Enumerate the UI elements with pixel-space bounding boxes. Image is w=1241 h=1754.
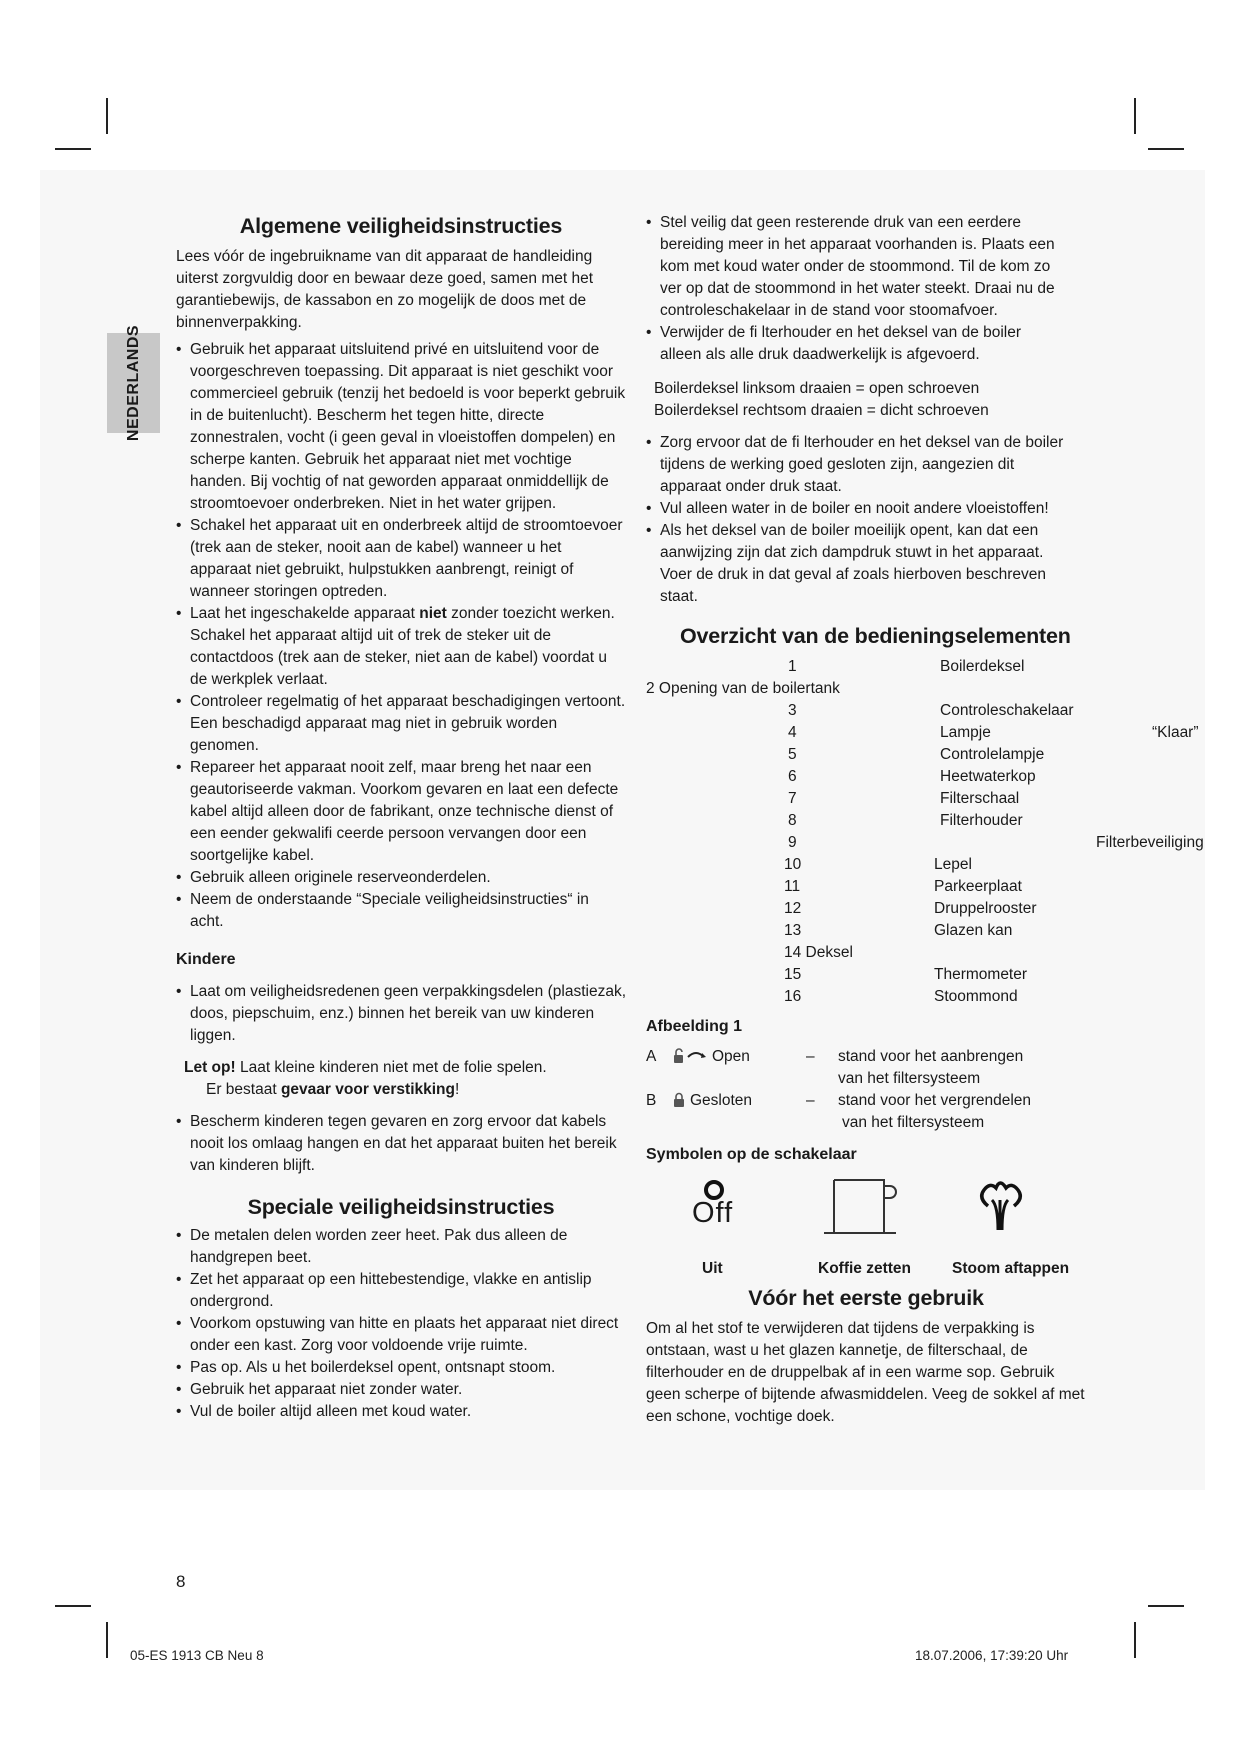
list-item: • Bescherm kinderen tegen gevaren en zorg ervoor dat kabels nooit los omlaag hangen en dat het apparaat buiten het bereik van kinderen blijft. xyxy=(176,1111,626,1177)
kids-list-2 xyxy=(176,1111,626,1177)
overview-label: Glazen kan xyxy=(934,922,1013,939)
overview-label: Stoommond xyxy=(934,988,1018,1005)
figure-dash: – xyxy=(806,1048,815,1065)
overview-label: Druppelrooster xyxy=(934,900,1037,917)
overview-number: 16 xyxy=(784,988,802,1005)
footer-left: 05-ES 1913 CB Neu 8 xyxy=(130,1648,264,1663)
overview-number: 4 xyxy=(788,724,797,741)
general-safety-list xyxy=(176,339,626,933)
overview-number: 14 Deksel xyxy=(784,944,853,961)
crop-mark xyxy=(1148,1605,1184,1607)
heading-overview: Overzicht van de bedieningselementen xyxy=(680,624,1071,648)
figure-dash: – xyxy=(806,1092,815,1109)
list-item: • Voorkom opstuwing van hitte en plaats het apparaat niet direct onder een kast. Zorg voor voldoende vrije ruimte. xyxy=(176,1313,626,1357)
steam-icon xyxy=(970,1178,1030,1245)
crop-mark xyxy=(1134,98,1136,134)
page-number: 8 xyxy=(176,1572,186,1591)
figure-desc-a2: van het filtersysteem xyxy=(838,1070,981,1087)
boiler-open-note: Boilerdeksel linksom draaien = open schroeven xyxy=(654,380,980,397)
crop-mark xyxy=(55,148,91,150)
list-item: • Vul de boiler altijd alleen met koud water. xyxy=(176,1401,626,1423)
list-item: • Pas op. Als u het boilerdeksel opent, ontsnapt stoom. xyxy=(176,1357,626,1379)
overview-row xyxy=(646,986,1206,1008)
overview-number: 2 Opening van de boilertank xyxy=(646,680,840,697)
language-label: NEDERLANDS xyxy=(124,324,142,442)
overview-number: 8 xyxy=(788,812,797,829)
language-side-tab xyxy=(107,324,160,442)
overview-row xyxy=(646,832,1206,854)
overview-label: Boilerdeksel xyxy=(940,658,1025,675)
heading-special-safety: Speciale veiligheidsinstructies xyxy=(247,1195,555,1219)
overview-row xyxy=(646,876,1206,898)
overview-number: 7 xyxy=(788,790,797,807)
overview-row xyxy=(646,744,1206,766)
overview-row xyxy=(646,920,1206,942)
list-item: • Verwijder de fi lterhouder en het deksel van de boiler alleen als alle druk daadwerkelijk is afgevoerd. xyxy=(646,322,1066,366)
pressure-list xyxy=(646,212,1066,366)
overview-number: 5 xyxy=(788,746,797,763)
left-column xyxy=(176,212,626,1423)
crop-mark xyxy=(55,1605,91,1607)
overview-label: Controleschakelaar xyxy=(940,702,1074,719)
overview-row xyxy=(646,942,1206,964)
warning-note: Let op! Laat kleine kinderen niet met de folie spelen. Er bestaat gevaar voor verstikking! xyxy=(184,1059,547,1098)
figure-desc-b2: van het filtersysteem xyxy=(842,1114,985,1131)
unlock-arrow-icon xyxy=(672,1048,710,1071)
overview-row xyxy=(646,678,1206,700)
list-item: • Gebruik alleen originele reserveonderdelen. xyxy=(176,867,626,889)
list-item: • Neem de onderstaande “Speciale veiligheidsinstructies“ in acht. xyxy=(176,889,626,933)
crop-mark xyxy=(1148,148,1184,150)
list-item: • Als het deksel van de boiler moeilijk opent, kan dat een aanwijzing zijn dat zich dampdruk stuwt in het apparaat. Voer de druk in dat geval af zoals hierboven beschreven staat. xyxy=(646,520,1066,608)
overview-label: Filterschaal xyxy=(940,790,1020,807)
figure-letter-b: B xyxy=(646,1092,657,1109)
overview-label: Lepel xyxy=(934,856,972,873)
overview-label: Filterhouder xyxy=(940,812,1023,829)
crop-mark xyxy=(106,98,108,134)
list-item: • Schakel het apparaat uit en onderbreek altijd de stroomtoevoer (trek aan de steker, nooit aan de kabel) wanneer u het apparaat niet gebruikt, hulpstukken aanbrengt, reinigt of wanneer storingen optreden. xyxy=(176,515,626,603)
list-item: • Laat om veiligheidsredenen geen verpakkingsdelen (plastiezak, doos, piepschuim, enz.) binnen het bereik van uw kinderen liggen. xyxy=(176,981,626,1047)
crop-mark xyxy=(106,1622,108,1658)
overview-row xyxy=(646,854,1206,876)
coffee-cup-icon xyxy=(822,1178,902,1245)
overview-number: 13 xyxy=(784,922,802,939)
list-item: • Gebruik het apparaat niet zonder water. xyxy=(176,1379,626,1401)
list-item: • Controleer regelmatig of het apparaat beschadigingen vertoont. Een beschadigd apparaat mag niet in gebruik worden genomen. xyxy=(176,691,626,757)
figure-heading: Afbeelding 1 xyxy=(646,1018,743,1035)
list-item: • De metalen delen worden zeer heet. Pak dus alleen de handgrepen beet. xyxy=(176,1225,626,1269)
overview-label: Parkeerplaat xyxy=(934,878,1022,895)
list-item: • Zet het apparaat op een hittebestendige, vlakke en antislip ondergrond. xyxy=(176,1269,626,1313)
symbol-label-off: Uit xyxy=(702,1260,723,1277)
figure-letter-a: A xyxy=(646,1048,657,1065)
overview-list xyxy=(646,656,1206,1008)
heading-first-use: Vóór het eerste gebruik xyxy=(748,1286,984,1310)
overview-number: 9 xyxy=(788,834,797,851)
overview-row xyxy=(646,766,1206,788)
overview-row xyxy=(646,656,1206,678)
overview-number: 6 xyxy=(788,768,797,785)
heading-kids: Kindere xyxy=(176,951,236,968)
overview-number: 10 xyxy=(784,856,802,873)
symbol-label-steam: Stoom aftappen xyxy=(952,1260,1070,1277)
symbols-row xyxy=(646,1178,1206,1278)
list-item: • Vul alleen water in de boiler en nooit andere vloeistoffen! xyxy=(646,498,1066,520)
overview-row xyxy=(646,964,1206,986)
off-symbol xyxy=(690,1178,740,1238)
figure-label-open: Open xyxy=(712,1048,750,1065)
lid-list xyxy=(646,432,1066,608)
kids-list-1 xyxy=(176,981,626,1047)
overview-label: Controlelampje xyxy=(940,746,1045,763)
overview-label: Heetwaterkop xyxy=(940,768,1036,785)
figure-desc-b1: stand voor het vergrendelen xyxy=(838,1092,1032,1109)
overview-row xyxy=(646,700,1206,722)
list-item: • Stel veilig dat geen resterende druk van een eerdere bereiding meer in het apparaat voorhanden is. Plaats een kom met koud water onder de stoommond. Til de kom zo ver op dat de stoommond in het water steekt. Draai nu de controleschakelaar in de stand voor stoomafvoer. xyxy=(646,212,1066,322)
list-item: • Gebruik het apparaat uitsluitend privé en uitsluitend voor de voorgeschreven toepassing. Dit apparaat is niet geschikt voor commercieel gebruik (tenzij het bedoeld is voor beperkt gebruik in de buitenlucht). Bescherm het tegen hitte, directe zonnestralen, vocht (i geen geval in vloeistoffen dompelen) en scherpe kanten. Gebruik het apparaat niet met vochtige handen. Bij vochtig of nat geworden apparaat onmiddellijk de stroomtoevoer onderbreken. Niet in het water grijpen. xyxy=(176,339,626,515)
figure-row-a xyxy=(646,1046,1206,1090)
overview-number: 11 xyxy=(784,878,801,895)
overview-number: 3 xyxy=(788,702,797,719)
list-item: • Zorg ervoor dat de fi lterhouder en het deksel van de boiler tijdens de werking goed gesloten zijn, aangezien dit apparaat onder druk staat. xyxy=(646,432,1066,498)
overview-extra: “Klaar” xyxy=(1152,724,1199,741)
off-symbol-text: Off xyxy=(692,1197,734,1229)
heading-general-safety: Algemene veiligheidsinstructies xyxy=(239,214,563,238)
overview-label: Thermometer xyxy=(934,966,1028,983)
first-use-paragraph: Om al het stof te verwijderen dat tijdens de verpakking is ontstaan, wast u het glazen kannetje, de filterschaal, de filterhouder en de druppelbak af in een warme sop. Gebruik geen scherpe of bijtende afwasmiddelen. Veeg de sokkel af met een schone, vochtige doek. xyxy=(646,1320,1085,1425)
overview-number: 12 xyxy=(784,900,802,917)
right-column xyxy=(646,212,1206,1428)
overview-label: Lampje xyxy=(940,724,991,741)
special-safety-list xyxy=(176,1225,626,1423)
list-item: • Laat het ingeschakelde apparaat niet zonder toezicht werken. Schakel het apparaat altijd uit of trek de steker uit de contactdoos (trek aan de steker, niet aan de kabel) voordat u de werkplek verlaat. xyxy=(176,603,626,691)
crop-mark xyxy=(1134,1622,1136,1658)
overview-row xyxy=(646,898,1206,920)
overview-row xyxy=(646,788,1206,810)
warning-lead: Let op! xyxy=(184,1059,236,1076)
figure-label-closed: Gesloten xyxy=(690,1092,753,1109)
symbol-label-coffee: Koffie zetten xyxy=(818,1260,911,1277)
lock-icon xyxy=(672,1092,686,1115)
overview-extra: Filterbeveiliging xyxy=(1096,834,1204,851)
boiler-close-note: Boilerdeksel rechtsom draaien = dicht schroeven xyxy=(654,402,989,419)
overview-row xyxy=(646,722,1206,744)
overview-number: 1 xyxy=(788,658,797,675)
footer-right: 18.07.2006, 17:39:20 Uhr xyxy=(915,1648,1069,1663)
figure-desc-a1: stand voor het aanbrengen xyxy=(838,1048,1024,1065)
symbols-heading: Symbolen op de schakelaar xyxy=(646,1146,857,1163)
intro-paragraph: Lees vóór de ingebruikname van dit apparaat de handleiding uiterst zorgvuldig door en bewaar deze goed, samen met het garantiebewijs, de kassabon en zo mogelijk de doos met de binnenverpakking. xyxy=(176,248,594,331)
figure-row-b xyxy=(646,1090,1206,1140)
list-item: • Repareer het apparaat nooit zelf, maar breng het naar een geautoriseerde vakman. Voorkom gevaren en laat een defecte kabel altijd alleen door de fabrikant, onze technische dienst of een eender gekwalifi ceerde persoon vervangen door een soortgelijke kabel. xyxy=(176,757,626,867)
overview-number: 15 xyxy=(784,966,802,983)
overview-row xyxy=(646,810,1206,832)
